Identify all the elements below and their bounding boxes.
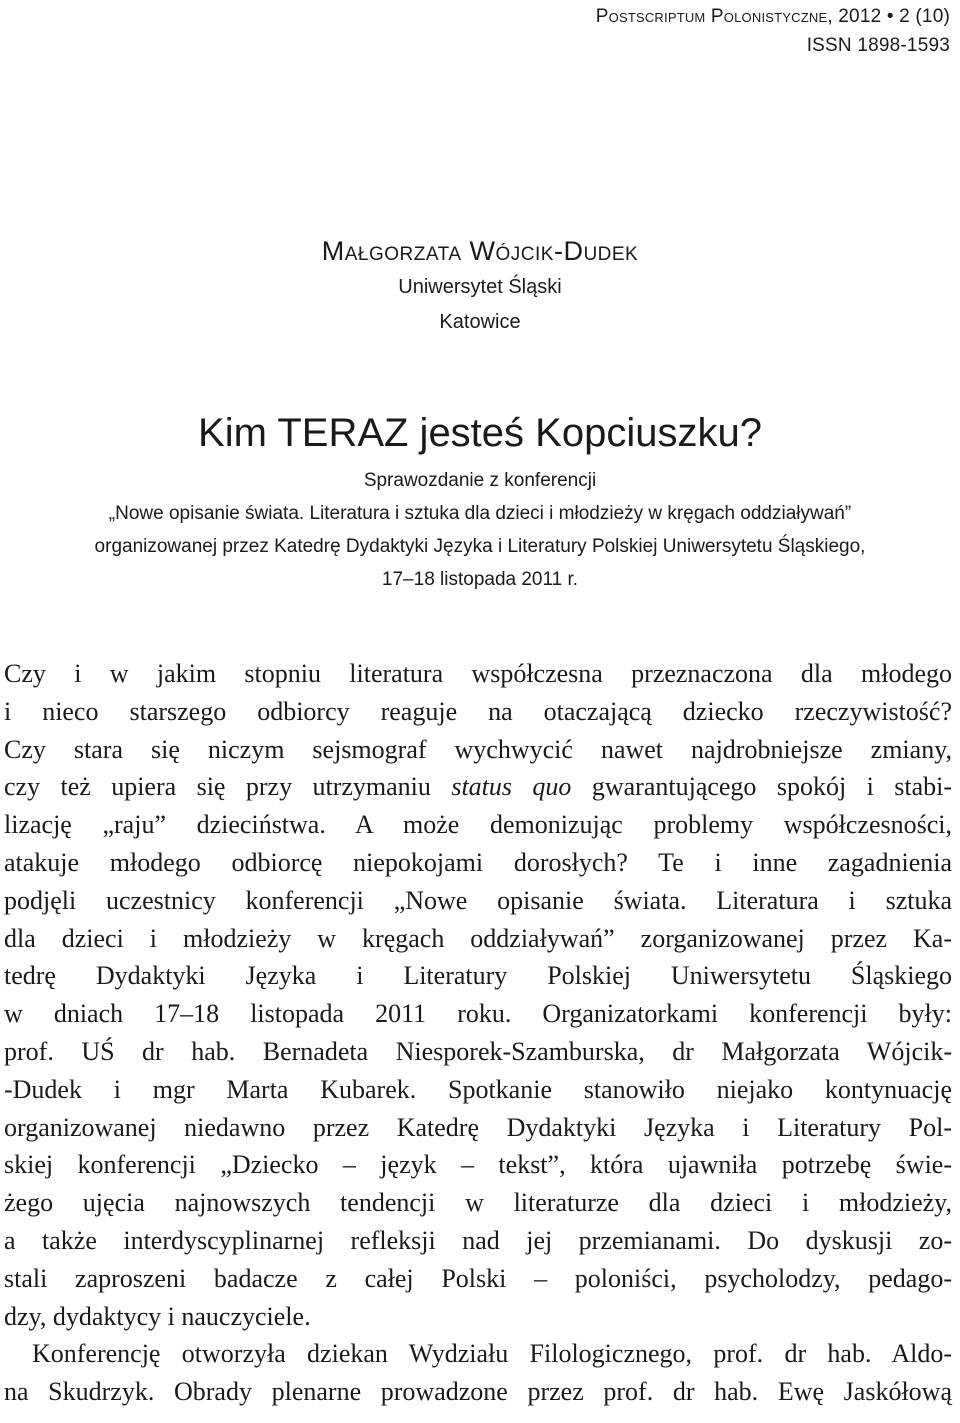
report-line: 17–18 listopada 2011 r. <box>381 569 579 590</box>
text-line: prof. UŚ dr hab. Bernadeta Niesporek-Szamburska, dr Małgorzata Wójcik- <box>4 1036 952 1066</box>
author-block <box>0 232 960 340</box>
text-line: Czy i w jakim stopniu literatura współczesna przeznaczona dla młodego <box>4 659 952 688</box>
text-line: lizację „raju” dzieciństwa. A może demonizując problemy współczesności, <box>4 810 952 840</box>
report-subtitle <box>0 464 960 596</box>
text-line: organizowanej niedawno przez Katedrę Dydaktyki Języka i Literatury Pol- <box>4 1112 952 1142</box>
report-line: organizowanej przez Katedrę Dydaktyki Języka i Literatury Polskiej Uniwersytetu Śląskiego, <box>94 536 866 557</box>
author-university: Uniwersytet Śląski <box>398 276 562 298</box>
author-city: Katowice <box>439 311 521 333</box>
article-body <box>4 655 952 1411</box>
text-line: dla dzieci i młodzieży w kręgach oddziaływań” zorganizowanej przez Ka- <box>4 923 952 953</box>
text-span: gwarantującego spokój i stabi- <box>571 772 953 802</box>
report-line: „Nowe opisanie świata. Literatura i sztuka dla dzieci i młodzieży w kręgach oddziaływań” <box>108 503 852 524</box>
text-line: skiej konferencji „Dziecko – język – tekst”, która ujawniła potrzebę świe- <box>4 1150 952 1180</box>
article-title: Kim TERAZ jesteś Kopciuszku? <box>198 411 762 455</box>
text-line: stali zaproszeni badacze z całej Polski – poloniści, psycholodzy, pedago- <box>4 1263 952 1293</box>
text-line: a także interdyscyplinarnej refleksji nad jej przemianami. Do dyskusji zo- <box>4 1225 952 1255</box>
text-line: na Skudrzyk. Obrady plenarne prowadzone przez prof. dr hab. Ewę Jaskółową <box>4 1377 952 1407</box>
text-line: tedrę Dydaktyki Języka i Literatury Polskiej Uniwersytetu Śląskiego <box>4 961 952 991</box>
issn-line: ISSN 1898-1593 <box>806 35 950 56</box>
journal-line: Postscriptum Polonistyczne, 2012 • 2 (10) <box>595 6 950 27</box>
text-line: atakuje młodego odbiorcę niepokojami dorosłych? Te i inne zagadnienia <box>4 847 952 877</box>
text-line: -Dudek i mgr Marta Kubarek. Spotkanie stanowiło niejako kontynuację <box>4 1074 952 1104</box>
text-line <box>4 768 952 806</box>
report-line: Sprawozdanie z konferencji <box>363 470 597 491</box>
author-name: Małgorzata Wójcik-Dudek <box>321 236 639 266</box>
text-line: w dniach 17–18 listopada 2011 roku. Organizatorkami konferencji były: <box>4 999 952 1029</box>
text-line: i nieco starszego odbiorcy reaguje na otaczającą dziecko rzeczywistość? <box>4 696 952 726</box>
text-span: czy też upiera się przy utrzymaniu <box>4 772 452 802</box>
text-line: Konferencję otworzyła dziekan Wydziału Filologicznego, prof. dr hab. Aldo- <box>32 1339 952 1369</box>
text-line: dzy, dydaktycy i nauczyciele. <box>4 1301 311 1331</box>
journal-header <box>596 2 950 60</box>
text-line: Czy stara się niczym sejsmograf wychwycić nawet najdrobniejsze zmiany, <box>4 734 952 764</box>
text-line: podjęli uczestnicy konferencji „Nowe opisanie świata. Literatura i sztuka <box>4 885 952 915</box>
text-line: żego ujęcia najnowszych tendencji w literaturze dla dzieci i młodzieży, <box>4 1188 952 1218</box>
italic-term: status quo <box>451 772 572 802</box>
